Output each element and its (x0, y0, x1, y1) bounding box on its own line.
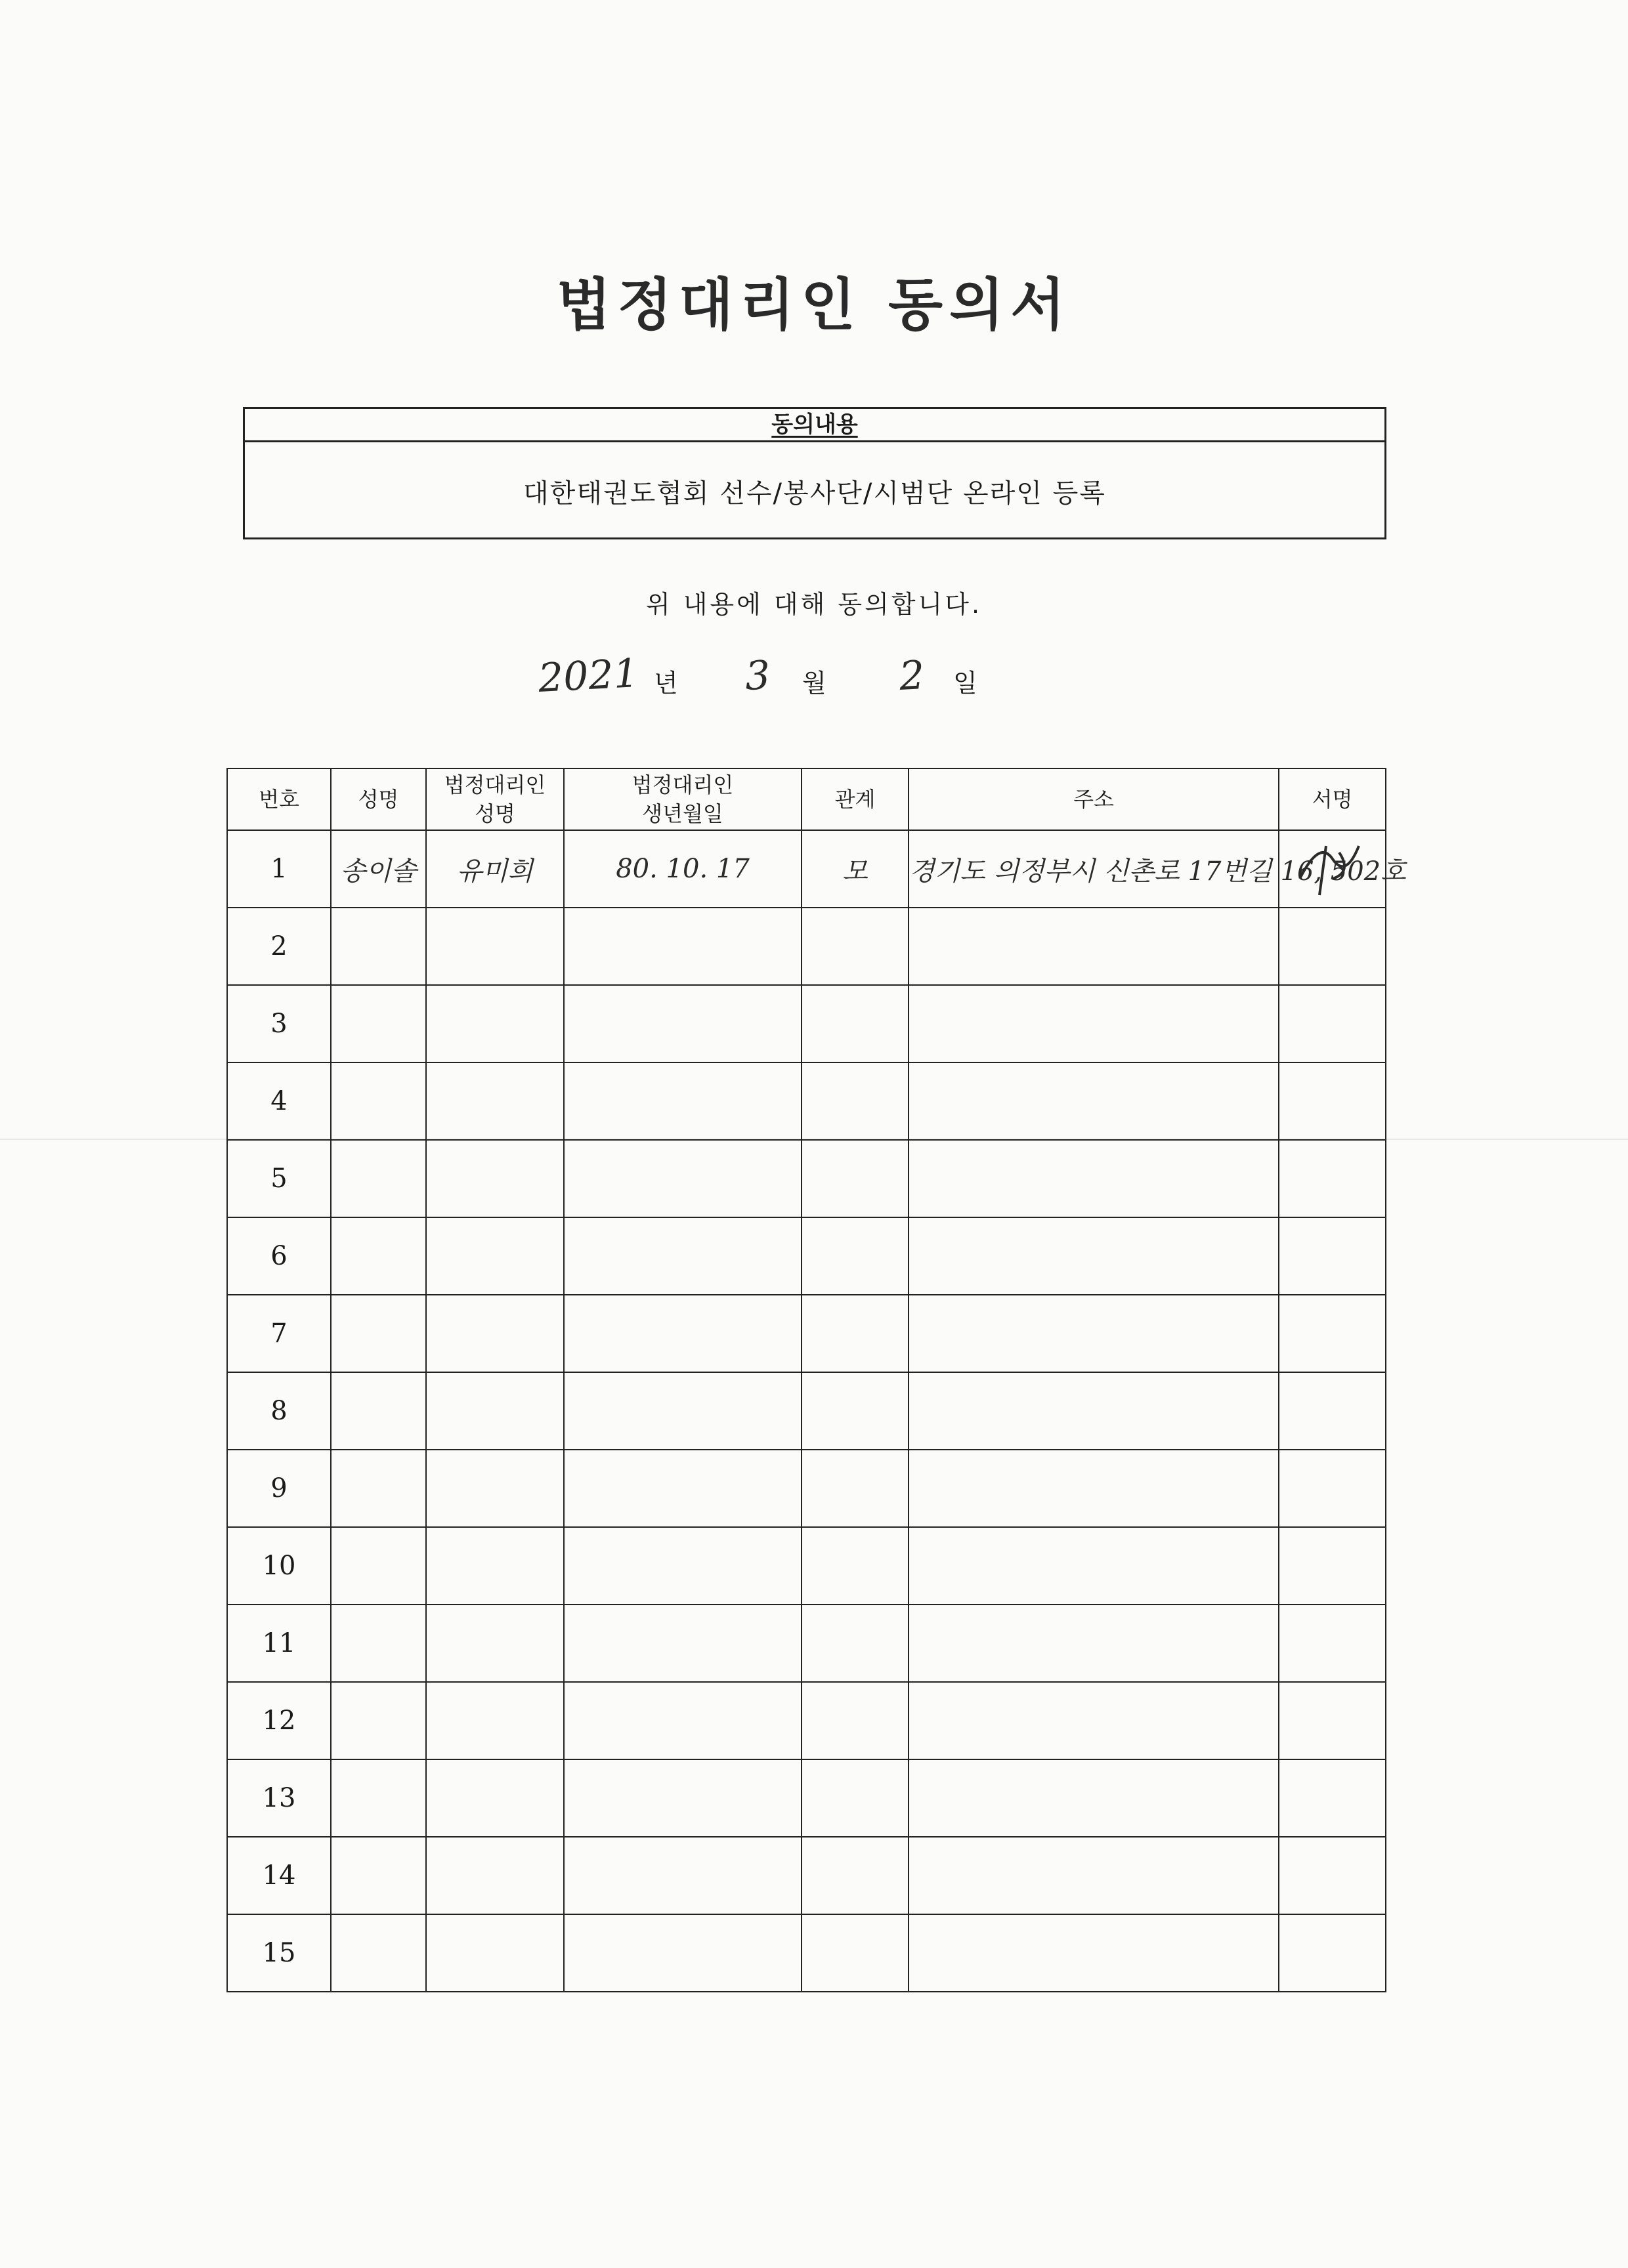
cell-relation (802, 1372, 909, 1450)
cell-signature (1279, 1140, 1386, 1217)
guardian-table (226, 768, 1406, 1992)
consent-header-label: 동의내용 (771, 411, 858, 438)
cell-no: 2 (227, 908, 331, 985)
cell-signature (1279, 908, 1386, 985)
cell-name (331, 1372, 426, 1450)
cell-relation (802, 1062, 909, 1140)
cell-name (331, 1295, 426, 1372)
table-row (227, 1140, 1386, 1217)
table-row (227, 830, 1386, 908)
cell-no: 8 (227, 1372, 331, 1450)
cell-address (909, 1372, 1279, 1450)
table-row (227, 1295, 1386, 1372)
cell-address: 경기도 의정부시 신촌로 17번길 16, 502호 (909, 830, 1279, 908)
date-month-label: 월 (802, 669, 826, 698)
cell-guardian-birth (564, 1759, 802, 1837)
cell-name (331, 1527, 426, 1605)
cell-address (909, 985, 1279, 1062)
date-day-label: 일 (953, 669, 977, 698)
cell-name (331, 1062, 426, 1140)
cell-name (331, 985, 426, 1062)
cell-signature (1279, 1527, 1386, 1605)
cell-address (909, 1295, 1279, 1372)
cell-address (909, 1914, 1279, 1992)
consent-body: 대한태권도협회 선수/봉사단/시범단 온라인 등록 (523, 478, 1106, 509)
cell-address (909, 1450, 1279, 1527)
header-no: 번호 (227, 768, 331, 830)
cell-guardian-name (426, 1914, 564, 1992)
cell-name (331, 1605, 426, 1682)
cell-no: 4 (227, 1062, 331, 1140)
cell-guardian-birth (564, 1062, 802, 1140)
cell-no: 14 (227, 1837, 331, 1914)
cell-address (909, 1837, 1279, 1914)
cell-relation (802, 1605, 909, 1682)
cell-address (909, 1217, 1279, 1295)
cell-no: 11 (227, 1605, 331, 1682)
cell-relation (802, 1759, 909, 1837)
table-row (227, 1062, 1386, 1140)
consent-header (245, 409, 1384, 442)
cell-relation (802, 1837, 909, 1914)
page-title: 법정대리인 동의서 (556, 272, 1072, 338)
cell-guardian-name (426, 1295, 564, 1372)
cell-name: 송이솔 (331, 830, 426, 908)
header-guardian-name: 법정대리인 성명 (426, 768, 564, 830)
table-row (227, 1759, 1386, 1837)
cell-address (909, 1140, 1279, 1217)
cell-no: 13 (227, 1759, 331, 1837)
cell-name (331, 908, 426, 985)
cell-no: 15 (227, 1914, 331, 1992)
cell-guardian-birth (564, 1605, 802, 1682)
cell-relation (802, 1914, 909, 1992)
cell-guardian-birth (564, 1682, 802, 1759)
cell-guardian-birth (564, 1914, 802, 1992)
cell-address (909, 1062, 1279, 1140)
cell-guardian-name (426, 1837, 564, 1914)
cell-guardian-name (426, 1217, 564, 1295)
date-year-label: 년 (654, 669, 678, 698)
cell-guardian-name (426, 1605, 564, 1682)
table-row (227, 1682, 1386, 1759)
cell-guardian-name (426, 1372, 564, 1450)
table-row (227, 1372, 1386, 1450)
cell-address (909, 908, 1279, 985)
cell-guardian-birth (564, 1372, 802, 1450)
cell-relation (802, 1450, 909, 1527)
cell-guardian-birth (564, 1295, 802, 1372)
cell-name (331, 1682, 426, 1759)
cell-guardian-name (426, 1527, 564, 1605)
cell-guardian-name (426, 1140, 564, 1217)
date-month: 3 (744, 652, 771, 700)
cell-relation: 모 (802, 830, 909, 908)
cell-guardian-birth: 80. 10. 17 (564, 830, 802, 908)
table-row (227, 985, 1386, 1062)
cell-guardian-birth (564, 908, 802, 985)
date-day: 2 (898, 652, 926, 700)
cell-name (331, 1140, 426, 1217)
table-row (227, 908, 1386, 985)
cell-signature (1279, 1914, 1386, 1992)
table-row (227, 1605, 1386, 1682)
header-name: 성명 (331, 768, 426, 830)
agree-text: 위 내용에 대해 동의합니다. (645, 590, 983, 619)
cell-guardian-birth (564, 1527, 802, 1605)
table-body (227, 830, 1406, 1992)
cell-address (909, 1759, 1279, 1837)
cell-signature (1279, 985, 1386, 1062)
cell-relation (802, 1217, 909, 1295)
table-row (227, 1217, 1386, 1295)
cell-no: 1 (227, 830, 331, 908)
cell-guardian-birth (564, 985, 802, 1062)
cell-signature (1279, 1837, 1386, 1914)
cell-relation (802, 1527, 909, 1605)
cell-address (909, 1527, 1279, 1605)
cell-guardian-birth (564, 1837, 802, 1914)
cell-signature (1279, 1605, 1386, 1682)
cell-relation (802, 1295, 909, 1372)
cell-no: 5 (227, 1140, 331, 1217)
cell-address (909, 1682, 1279, 1759)
cell-guardian-name (426, 1682, 564, 1759)
cell-relation (802, 1140, 909, 1217)
signature-mark (1293, 833, 1372, 898)
cell-no: 7 (227, 1295, 331, 1372)
cell-signature (1279, 1759, 1386, 1837)
cell-guardian-birth (564, 1450, 802, 1527)
cell-no: 9 (227, 1450, 331, 1527)
cell-name (331, 1759, 426, 1837)
header-address: 주소 (909, 768, 1279, 830)
table-row (227, 1914, 1386, 1992)
cell-name (331, 1217, 426, 1295)
header-relation: 관계 (802, 768, 909, 830)
cell-signature (1279, 1217, 1386, 1295)
cell-no: 6 (227, 1217, 331, 1295)
cell-no: 10 (227, 1527, 331, 1605)
cell-signature (1279, 830, 1386, 908)
cell-name (331, 1914, 426, 1992)
cell-relation (802, 985, 909, 1062)
cell-signature (1279, 1450, 1386, 1527)
cell-relation (802, 908, 909, 985)
cell-relation (802, 1682, 909, 1759)
cell-guardian-birth (564, 1217, 802, 1295)
consent-box (243, 407, 1386, 539)
cell-guardian-birth (564, 1140, 802, 1217)
cell-guardian-name (426, 908, 564, 985)
cell-address (909, 1605, 1279, 1682)
cell-signature (1279, 1295, 1386, 1372)
cell-name (331, 1450, 426, 1527)
header-signature: 서명 (1279, 768, 1386, 830)
cell-guardian-name (426, 985, 564, 1062)
table-row (227, 1450, 1386, 1527)
cell-signature (1279, 1372, 1386, 1450)
table-row (227, 1527, 1386, 1605)
cell-no: 12 (227, 1682, 331, 1759)
cell-signature (1279, 1062, 1386, 1140)
cell-guardian-name (426, 1759, 564, 1837)
header-guardian-birth: 법정대리인 생년월일 (564, 768, 802, 830)
table-header-row (227, 768, 1386, 830)
date-year: 2021 (537, 650, 640, 702)
cell-guardian-name (426, 1062, 564, 1140)
cell-signature (1279, 1682, 1386, 1759)
cell-guardian-name (426, 1450, 564, 1527)
cell-name (331, 1837, 426, 1914)
cell-guardian-name: 유미희 (426, 830, 564, 908)
cell-no: 3 (227, 985, 331, 1062)
table-row (227, 1837, 1386, 1914)
